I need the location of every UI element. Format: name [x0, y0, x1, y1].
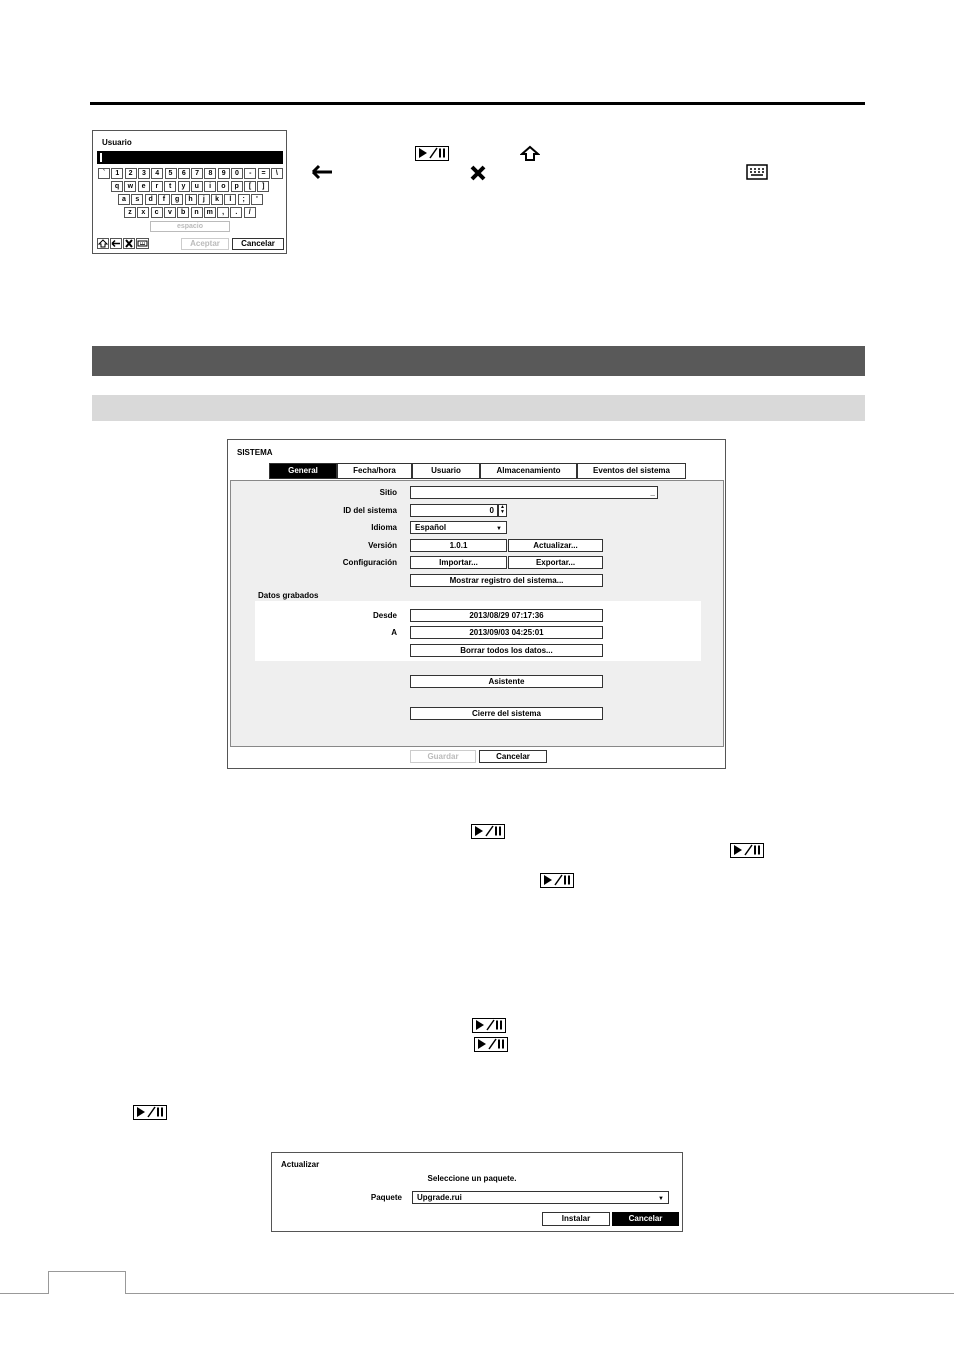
config-label: Configuración: [342, 558, 397, 567]
keyboard-key[interactable]: y: [178, 181, 190, 192]
idioma-label: Idioma: [371, 523, 397, 532]
backspace-icon: [311, 164, 333, 185]
importar-button[interactable]: Importar...: [410, 556, 507, 569]
cancelar-button[interactable]: Cancelar: [612, 1212, 679, 1226]
section-heading-bar: [92, 346, 865, 376]
version-value: 1.0.1: [410, 539, 507, 552]
a-label: A: [391, 628, 397, 637]
keyboard-key[interactable]: 1: [111, 168, 123, 179]
play-pause-icon: [471, 824, 505, 839]
keyboard-key[interactable]: 9: [218, 168, 230, 179]
keyboard-key[interactable]: i: [204, 181, 216, 192]
tab-usuario[interactable]: Usuario: [412, 463, 480, 479]
actualizar-dialog: [271, 1152, 683, 1232]
guardar-button[interactable]: Guardar: [410, 750, 476, 763]
keyboard-key[interactable]: -: [244, 168, 256, 179]
keyboard-key[interactable]: 4: [151, 168, 163, 179]
keyboard-key[interactable]: r: [151, 181, 163, 192]
sistema-dialog: [227, 439, 726, 769]
id-spinner-icon[interactable]: ▲ ▼: [498, 504, 507, 517]
keyboard-key[interactable]: `: [98, 168, 110, 179]
keyboard-key[interactable]: 8: [204, 168, 216, 179]
chevron-down-icon: ▼: [496, 526, 502, 532]
version-label: Versión: [368, 541, 397, 550]
seleccione-prompt: Seleccione un paquete.: [427, 1174, 517, 1183]
paquete-select[interactable]: [412, 1191, 669, 1204]
exportar-button[interactable]: Exportar...: [508, 556, 603, 569]
page-number-tab: [48, 1271, 126, 1294]
cancelar-button[interactable]: Cancelar: [479, 750, 547, 763]
id-field[interactable]: 0: [410, 504, 498, 517]
keyboard-key[interactable]: t: [164, 181, 176, 192]
keyboard-icon: [746, 164, 768, 185]
tab-fecha-hora[interactable]: Fecha/hora: [337, 463, 412, 479]
a-value: 2013/09/03 04:25:01: [410, 626, 603, 639]
actualizar-title: Actualizar: [281, 1160, 320, 1169]
footer-rule: [0, 1293, 954, 1294]
instalar-button[interactable]: Instalar: [542, 1212, 610, 1226]
play-pause-icon: [415, 146, 449, 161]
play-pause-icon: [730, 843, 764, 858]
keyboard-key[interactable]: g: [171, 194, 183, 205]
borrar-datos-button[interactable]: Borrar todos los datos...: [410, 644, 603, 657]
sitio-label: Sitio: [379, 488, 397, 497]
tab-general[interactable]: General: [269, 463, 337, 479]
keyboard-key[interactable]: w: [124, 181, 136, 192]
clear-icon: [469, 164, 487, 187]
subsection-heading-bar: [92, 395, 865, 421]
keyboard-key[interactable]: e: [138, 181, 150, 192]
keyboard-text-field[interactable]: [97, 151, 283, 164]
keyboard-mode-key-icon[interactable]: [136, 238, 149, 249]
clear-key-icon[interactable]: [123, 238, 135, 249]
space-key[interactable]: espacio: [150, 221, 230, 232]
keyboard-key[interactable]: z: [124, 207, 136, 218]
tab-almacenamiento[interactable]: Almacenamiento: [480, 463, 577, 479]
paquete-value: Upgrade.rui: [417, 1193, 462, 1202]
keyboard-key[interactable]: p: [231, 181, 243, 192]
datos-grabados-label: Datos grabados: [258, 591, 319, 600]
keyboard-key[interactable]: k: [211, 194, 223, 205]
play-pause-icon: [133, 1105, 167, 1120]
keyboard-key[interactable]: a: [118, 194, 130, 205]
keyboard-key[interactable]: v: [164, 207, 176, 218]
play-pause-icon: [540, 873, 574, 888]
asistente-button[interactable]: Asistente: [410, 675, 603, 688]
keyboard-key[interactable]: ,: [217, 207, 229, 218]
keyboard-key[interactable]: s: [131, 194, 143, 205]
keyboard-key[interactable]: ': [251, 194, 263, 205]
idioma-value: Español: [415, 523, 447, 532]
desde-value: 2013/08/29 07:17:36: [410, 609, 603, 622]
sitio-field[interactable]: _: [410, 486, 658, 499]
keyboard-key[interactable]: 2: [125, 168, 137, 179]
virtual-keyboard: [92, 130, 287, 254]
keyboard-key[interactable]: n: [191, 207, 203, 218]
keyboard-key[interactable]: m: [204, 207, 216, 218]
keyboard-key[interactable]: h: [185, 194, 197, 205]
play-pause-icon: [472, 1018, 506, 1033]
paquete-label: Paquete: [370, 1193, 402, 1202]
general-panel: [230, 480, 724, 747]
id-label: ID del sistema: [343, 506, 397, 515]
keyboard-key[interactable]: 0: [231, 168, 243, 179]
keyboard-key[interactable]: f: [158, 194, 170, 205]
shift-key-icon[interactable]: [97, 238, 109, 249]
keyboard-key[interactable]: d: [145, 194, 157, 205]
keyboard-key[interactable]: \: [271, 168, 283, 179]
dialog-title: SISTEMA: [237, 448, 273, 457]
keyboard-key[interactable]: 5: [165, 168, 177, 179]
play-pause-icon: [474, 1037, 508, 1052]
keyboard-key[interactable]: u: [191, 181, 203, 192]
keyboard-key[interactable]: x: [137, 207, 149, 218]
keyboard-key[interactable]: j: [198, 194, 210, 205]
idioma-select[interactable]: [410, 521, 507, 534]
keyboard-key[interactable]: q: [111, 181, 123, 192]
cierre-sistema-button[interactable]: Cierre del sistema: [410, 707, 603, 720]
keyboard-key[interactable]: l: [224, 194, 236, 205]
accept-button[interactable]: Aceptar: [181, 238, 229, 250]
backspace-key-icon[interactable]: [110, 238, 122, 249]
keyboard-key[interactable]: 3: [138, 168, 150, 179]
keyboard-key[interactable]: 6: [178, 168, 190, 179]
keyboard-key[interactable]: .: [230, 207, 242, 218]
keyboard-key[interactable]: ;: [238, 194, 250, 205]
keyboard-title: Usuario: [102, 138, 132, 147]
shift-icon: [520, 145, 540, 167]
chevron-down-icon: ▼: [658, 1196, 664, 1202]
actualizar-button[interactable]: Actualizar...: [508, 539, 603, 552]
keyboard-key[interactable]: 7: [191, 168, 203, 179]
keyboard-key[interactable]: [: [244, 181, 256, 192]
keyboard-key[interactable]: b: [177, 207, 189, 218]
header-rule: [90, 102, 865, 105]
keyboard-key[interactable]: c: [151, 207, 163, 218]
cancel-button[interactable]: Cancelar: [232, 238, 284, 250]
desde-label: Desde: [372, 611, 397, 620]
keyboard-key[interactable]: =: [258, 168, 270, 179]
keyboard-key[interactable]: o: [217, 181, 229, 192]
keyboard-key[interactable]: ]: [257, 181, 269, 192]
tab-eventos[interactable]: Eventos del sistema: [577, 463, 686, 479]
keyboard-key[interactable]: /: [244, 207, 256, 218]
mostrar-registro-button[interactable]: Mostrar registro del sistema...: [410, 574, 603, 587]
